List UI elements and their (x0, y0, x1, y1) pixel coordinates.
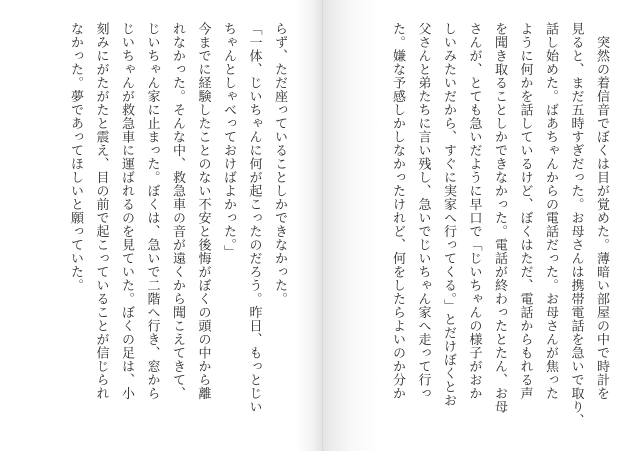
text-line: らず、ただ座っていることしかできなかった。 (272, 22, 287, 306)
text-line: た。嫌な予感しかしなかったけれど、何をしたらよいのか分か (390, 22, 405, 400)
text-line: ように何かを話しているけど、ぼくはただ、電話からもれる声 (517, 22, 533, 400)
text-line: 「一体、じいちゃんに何が起こったのだろう。昨日、もっとじい (246, 22, 262, 414)
left-page (22, 22, 292, 442)
text-line: なかった。夢であってほしいと願っていた。 (68, 22, 83, 292)
text-line: しいみたいだから、すぐに実家へ行ってくる。」とだけぼくとお (441, 22, 456, 407)
text-line: れなかった。そんな中、救急車の音が遠くから聞こえてきて、 (170, 22, 185, 400)
text-line: さんが、とても急いだように早口で「じいちゃんの様子がおか (466, 22, 482, 400)
right-page (344, 22, 614, 442)
book-gutter (322, 0, 323, 451)
text-line: 父さんと弟たちに言い残し、急いでじいちゃん家へ走って行っ (415, 22, 431, 400)
text-line: 刻みにがたがたと震え、目の前で起こっていることが信じられ (93, 22, 109, 400)
text-line: じいちゃん家に止まった。ぼくは、急いで二階へ行き、窓から (144, 22, 160, 400)
text-line: ちゃんとしゃべっておけばよかった。」 (221, 22, 236, 259)
text-line: 突然の着信音でぼくは目が覚めた。薄暗い部屋の中で時計を (594, 22, 609, 400)
text-line: 話し始めた。ばあちゃんからの電話だった。お母さんが焦った (543, 22, 558, 400)
text-line: を聞き取ることしかできなかった。電話が終わったとたん、お母 (492, 22, 507, 414)
text-line: じいちゃんが救急車に運ばれるのを見ていた。ぼくの足は、小 (119, 22, 134, 400)
text-line: 見ると、まだ五時すぎだった。お母さんは携帯電話を急いで取り、 (568, 22, 584, 427)
text-line: 今までに経験したことのない不安と後悔がぼくの頭の中から離 (195, 22, 211, 400)
